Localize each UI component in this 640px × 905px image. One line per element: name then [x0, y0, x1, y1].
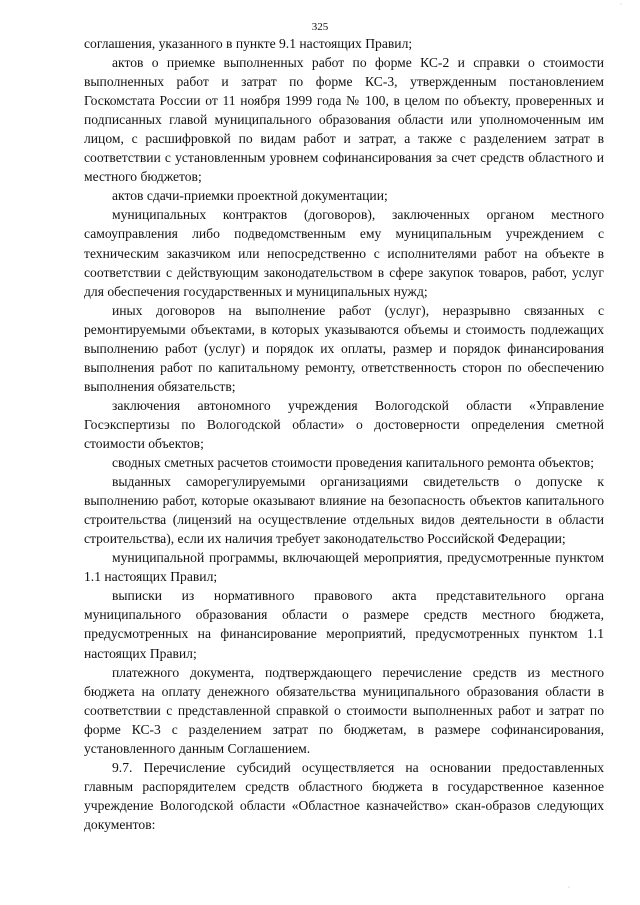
page-number: 325: [311, 21, 329, 33]
scan-artifact-mark: ◦: [568, 885, 571, 891]
paragraph: муниципальных контрактов (договоров), заключенных органом местного самоуправления либо подведомственным ему муниципальным учреждением с техническим заказчиком или непосредственно с исполнителями работ на объекте в соответствии с действующим законодательством в сфере закупок товаров, работ, услуг для обеспечения государственных и муниципальных нужд;: [84, 207, 604, 299]
paragraph: иных договоров на выполнение работ (услуг), неразрывно связанных с ремонтируемыми объектами, в которых указываются объемы и стоимость подлежащих выполнению работ (услуг) и порядок их оплаты, размер и порядок финансирования выполнения работ по капитальному ремонту, ответственность сторон по обеспечению выполнения обязательств;: [84, 302, 604, 394]
document-body: [84, 34, 604, 834]
paragraph: соглашения, указанного в пункте 9.1 настоящих Правил;: [84, 36, 413, 51]
paragraph: 9.7. Перечисление субсидий осуществляется на основании предоставленных главным распорядителем средств областного бюджета в государственное казенное учреждение Вологодской области «Областное казначейство» скан-образов следующих документов:: [84, 759, 604, 832]
paragraph: платежного документа, подтверждающего перечисление средств из местного бюджета на оплату денежного обязательства муниципального образования области в соответствии с представленной справкой о стоимости выполненных работ и затрат по форме КС-3 с разделением затрат по бюджетам, в размере софинансирования, установленного данным Соглашением.: [84, 664, 604, 756]
paragraph: актов о приемке выполненных работ по форме КС-2 и справки о стоимости выполненных работ и затрат по форме КС-3, утвержденным постановлением Госкомстата России от 11 ноября 1999 года № 100, в целом по объекту, проверенных и подписанных главой муниципального образования области или уполномоченным им лицом, с расшифровкой по видам работ и затрат, а также с разделением затрат в соответствии с установленным уровнем софинансирования за счет средств областного и местного бюджетов;: [84, 55, 604, 185]
paragraph: выданных саморегулируемыми организациями свидетельств о допуске к выполнению работ, которые оказывают влияние на безопасность объектов капитального строительства (лицензий на осуществление отдельных видов деятельности в области строительства), если их наличия требует законодательство Российской Федерации;: [84, 474, 604, 547]
paragraph: заключения автономного учреждения Вологодской области «Управление Госэкспертизы по Вологодской области» о достоверности определения сметной стоимости объектов;: [84, 397, 604, 451]
paragraph: сводных сметных расчетов стоимости проведения капитального ремонта объектов;: [112, 455, 595, 471]
paragraph: муниципальной программы, включающей мероприятия, предусмотренные пунктом 1.1 настоящих Правил;: [84, 550, 604, 585]
paragraph: актов сдачи-приемки проектной документации;: [112, 188, 388, 204]
scan-artifact-mark: ◦: [620, 2, 623, 8]
paragraph: выписки из нормативного правового акта представительного органа муниципального образования области о размере средств местного бюджета, предусмотренных на финансирование мероприятий, предусмотренных пунктом 1.1 настоящих Правил;: [84, 588, 604, 661]
